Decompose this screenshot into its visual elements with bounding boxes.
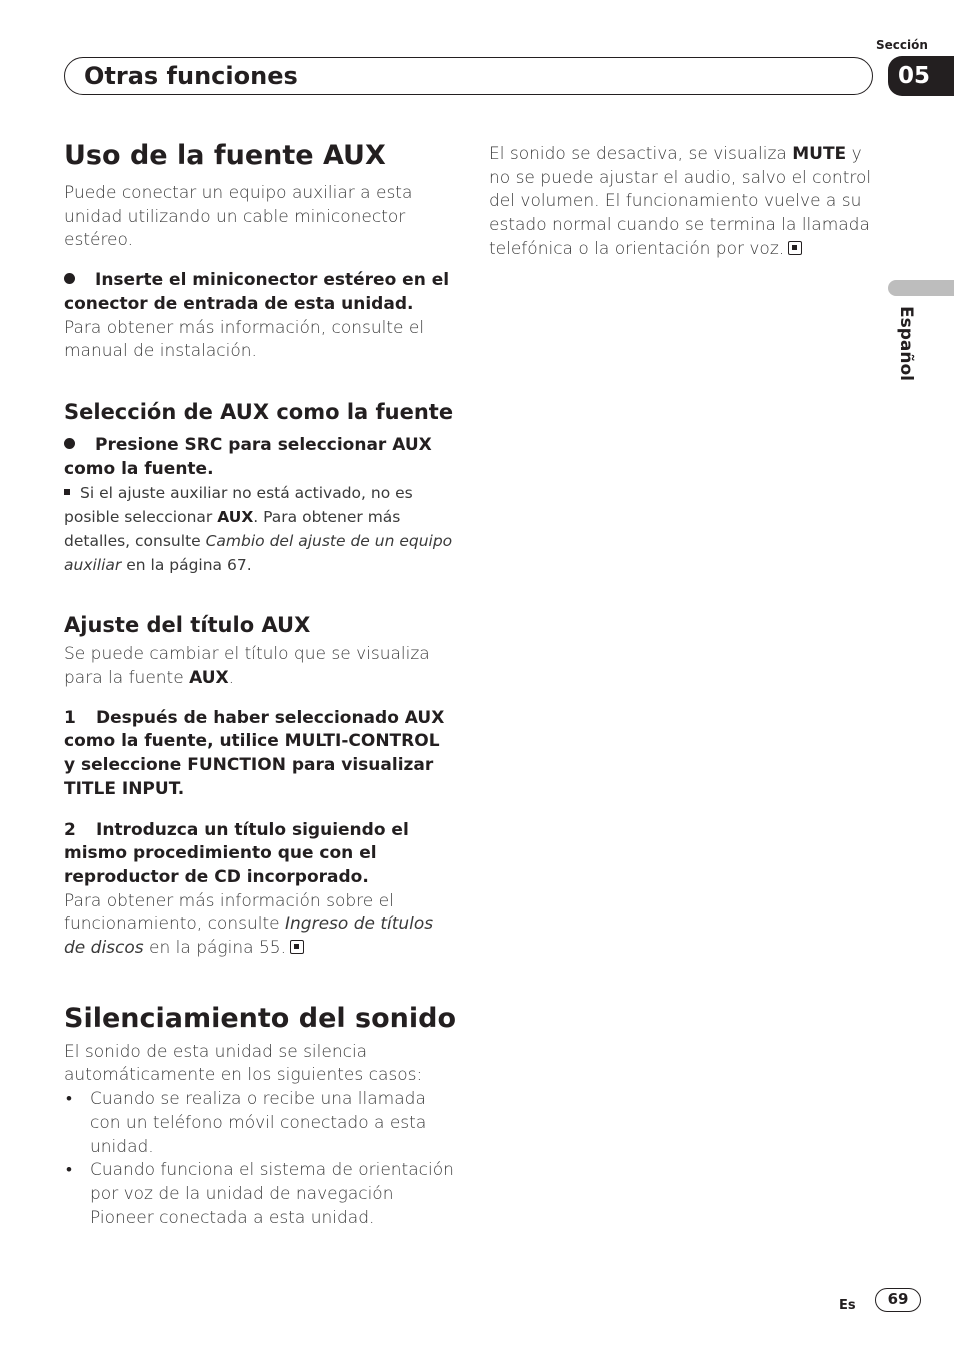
section-label: Sección: [876, 38, 928, 52]
aux-intro: Puede conectar un equipo auxiliar a esta unidad utilizando un cable miniconector estéreo.: [64, 183, 413, 251]
page-number: 69: [875, 1288, 921, 1312]
mute-section-title: Silenciamiento del sonido: [64, 1002, 457, 1034]
bullet-icon: [64, 438, 75, 449]
title-adjust-intro: Se puede cambiar el título que se visualiza para la fuente AUX.: [64, 644, 430, 689]
language-tab: [888, 280, 954, 296]
select-aux-step: Presione SRC para seleccionar AUX como la fuente.: [64, 434, 432, 479]
insert-note: Para obtener más información, consulte el manual de instalación.: [64, 317, 425, 362]
mute-intro: El sonido de esta unidad se silencia automáticamente en los siguientes casos:: [64, 1041, 423, 1086]
insert-step: Inserte el miniconector estéreo en el conector de entrada de esta unidad.: [64, 270, 450, 314]
step-2-note: Para obtener más información sobre el funcionamiento, consulte Ingreso de títulos de discos en la página 55.: [64, 890, 434, 959]
mute-cases-list: [64, 1088, 456, 1230]
left-column: [64, 138, 456, 1230]
section-number-badge: 05: [888, 56, 954, 96]
bullet-icon: [64, 273, 75, 284]
language-label: Español: [896, 306, 916, 381]
title-adjust-title: Ajuste del título AUX: [64, 613, 311, 638]
select-aux-note: Si el ajuste auxiliar no está activado, no es posible seleccionar AUX. Para obtener más detalles, consulte Cambio del ajuste de un equipo auxiliar en la página 67.: [64, 484, 453, 575]
aux-section-title: Uso de la fuente AUX: [64, 140, 386, 171]
end-mark-icon: [290, 940, 304, 954]
mute-description: El sonido se desactiva, se visualiza MUTE y no se puede ajustar el audio, salvo el control del volumen. El funcionamiento vuelve a su estado normal cuando se termina la llamada telefónica o la orientación por voz.: [489, 144, 872, 259]
select-aux-title: Selección de AUX como la fuente: [64, 399, 454, 424]
footer-language-code: Es: [839, 1298, 856, 1313]
step-1: 1 Después de haber seleccionado AUX como la fuente, utilice MULTI-CONTROL y seleccione FUNCTION para visualizar TITLE INPUT.: [64, 707, 445, 799]
right-column: [489, 143, 881, 262]
end-mark-icon: [788, 241, 802, 255]
note-square-icon: [64, 489, 70, 495]
step-2: 2 Introduzca un título siguiendo el mismo procedimiento que con el reproductor de CD incorporado.: [64, 819, 409, 887]
list-item: • Cuando se realiza o recibe una llamada con un teléfono móvil conectado a esta unidad.: [64, 1088, 456, 1159]
list-item: • Cuando funciona el sistema de orientación por voz de la unidad de navegación Pioneer conectada a esta unidad.: [64, 1159, 456, 1230]
page-title: Otras funciones: [84, 62, 298, 90]
